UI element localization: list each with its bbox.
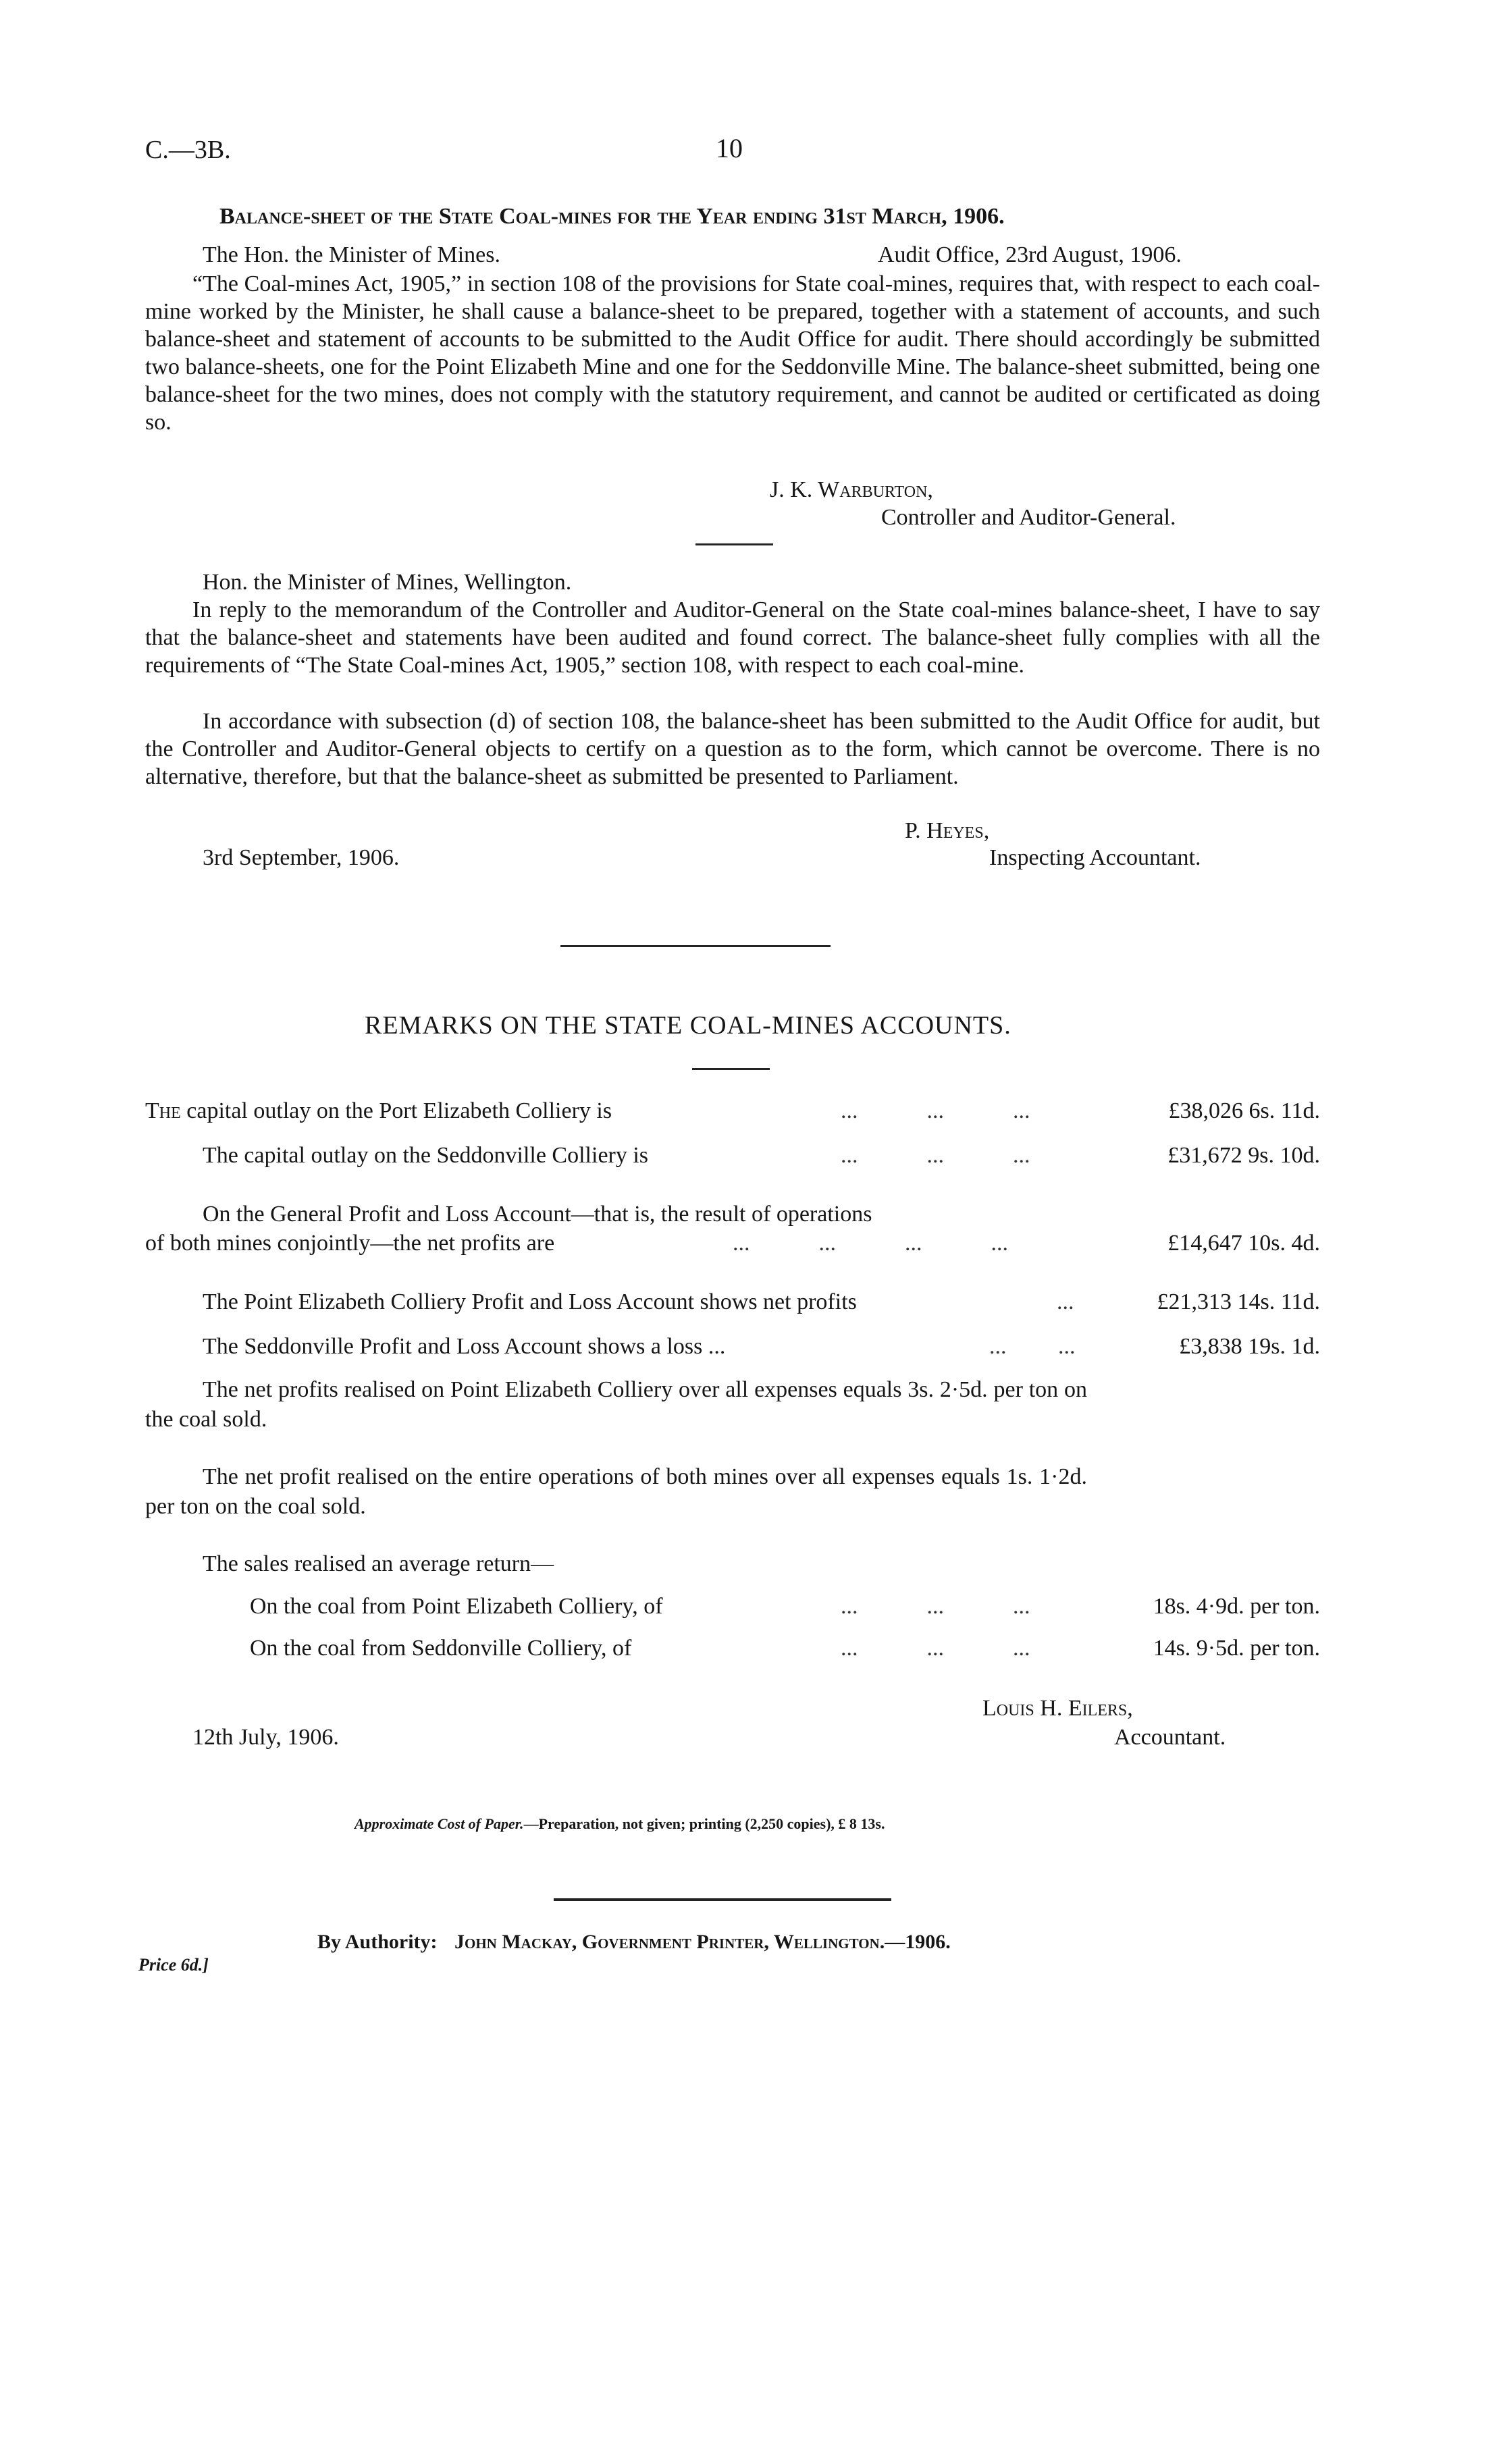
cost-text: —Preparation, not given; printing (2,250 copies), £ 8 13s. <box>523 1815 885 1832</box>
remarks-sales-seddonville <box>145 1634 1320 1663</box>
row-label: The capital outlay on the Seddonville Colliery is <box>203 1143 649 1168</box>
leader-dots: ... <box>1057 1289 1074 1314</box>
reply-signatory: P. Heyes, <box>905 818 990 843</box>
cost-label: Approximate Cost of Paper. <box>354 1815 524 1832</box>
row-label: On the coal from Point Elizabeth Colliery, of <box>250 1594 663 1619</box>
price: Price 6d.] <box>138 1955 209 1975</box>
divider-short-1 <box>695 543 773 545</box>
row-amount: £3,838 19s. 1d. <box>1179 1334 1320 1359</box>
row-amount: 14s. 9·5d. per ton. <box>1153 1636 1320 1661</box>
remarks-sales-intro: The sales realised an average return— <box>203 1551 554 1576</box>
page-number: 10 <box>716 133 743 163</box>
remarks-row-point-elizabeth-pl <box>145 1287 1320 1317</box>
balance-sheet-title: Balance-sheet of the State Coal-mines for the Year ending 31st March, 1906. <box>219 204 1005 229</box>
row-label: The Point Elizabeth Colliery Profit and Loss Account shows net profits <box>203 1289 857 1314</box>
divider-footer <box>554 1898 891 1901</box>
cost-of-paper <box>354 1815 885 1833</box>
row-label: The Seddonville Profit and Loss Account shows a loss ... <box>203 1334 726 1359</box>
memo-addressee: The Hon. the Minister of Mines. <box>203 242 500 267</box>
memo-body: “The Coal-mines Act, 1905,” in section 108 of the provisions for State coal-mines, requires that, with respect to each coal-mine worked by the Minister, he shall cause a balance-sheet to be prepared, together with a statement of accounts, and such balance-sheet and statement of accounts to be submitted to the Audit Office for audit. There should accordingly be submitted two balance-sheets, one for the Point Elizabeth Mine and one for the Seddonville Mine. The balance-sheet submitted, being one balance-sheet for the two mines, does not comply with the statutory requirement, and cannot be audited or certificated as doing so. <box>145 271 1320 435</box>
remarks-signatory-title: Accountant. <box>1114 1725 1226 1750</box>
remarks-net-entire: The net profit realised on the entire operations of both mines over all expenses equals 1s. 1·2d. per ton on the coal sold. <box>145 1464 1087 1519</box>
row-label: On the coal from Seddonville Colliery, of <box>250 1636 632 1661</box>
divider-short-2 <box>692 1068 770 1070</box>
remarks-row-general-pl <box>145 1229 1320 1258</box>
row-amount: £14,647 10s. 4d. <box>1167 1231 1320 1256</box>
leader-dots: ... ... ... <box>841 1098 1030 1123</box>
leader-dots: ... ... ... <box>841 1636 1030 1661</box>
remarks-net-point-elizabeth: The net profits realised on Point Elizabeth Colliery over all expenses equals 3s. 2·5d. per ton on the coal sold. <box>145 1377 1087 1432</box>
reply-para-2: In accordance with subsection (d) of section 108, the balance-sheet has been submitted to the Audit Office for audit, but the Controller and Auditor-General objects to certify on a question as to the form, which cannot be overcome. There is no alternative, therefore, but that the balance-sheet as submitted be presented to Parliament. <box>145 709 1320 789</box>
memo-signatory-title: Controller and Auditor-General. <box>881 505 1176 530</box>
row-amount: £21,313 14s. 11d. <box>1157 1289 1320 1314</box>
remarks-sales-point-elizabeth <box>145 1592 1320 1622</box>
remarks-row-seddonville-pl <box>145 1332 1320 1362</box>
authority-label: By Authority: <box>317 1931 438 1953</box>
reply-para-1: In reply to the memorandum of the Controller and Auditor-General on the State coal-mines balance-sheet, I have to say that the balance-sheet and statements have been audited and found correct. The balance-sheet fully complies with all the requirements of “The State Coal-mines Act, 1905,” section 108, with respect to each coal-mine. <box>145 597 1320 678</box>
row-amount: 18s. 4·9d. per ton. <box>1153 1594 1320 1619</box>
leader-dots: ... ... ... ... <box>733 1231 1008 1256</box>
reply-date: 3rd September, 1906. <box>203 845 400 870</box>
memo-place-date: Audit Office, 23rd August, 1906. <box>878 242 1182 267</box>
reply-signatory-title: Inspecting Accountant. <box>989 845 1201 870</box>
remarks-row-port-elizabeth-outlay <box>145 1096 1320 1126</box>
remarks-date: 12th July, 1906. <box>192 1725 339 1750</box>
row-amount: £31,672 9s. 10d. <box>1167 1143 1320 1168</box>
remarks-general-pl-line1: On the General Profit and Loss Account—that is, the result of operations <box>203 1202 872 1227</box>
page-reference: C.—3B. <box>145 136 231 164</box>
printer-authority <box>317 1929 951 1955</box>
leader-dots: ... ... ... <box>841 1594 1030 1619</box>
reply-addressee: Hon. the Minister of Mines, Wellington. <box>203 570 572 595</box>
row-label: The capital outlay on the Port Elizabeth Colliery is <box>145 1098 612 1123</box>
leader-dots: ... ... ... <box>841 1143 1030 1168</box>
row-label: of both mines conjointly—the net profits are <box>145 1231 555 1256</box>
divider-long-1 <box>560 945 831 947</box>
remarks-title: REMARKS ON THE STATE COAL-MINES ACCOUNTS. <box>365 1011 1011 1040</box>
remarks-signatory: Louis H. Eilers, <box>982 1696 1133 1721</box>
row-amount: £38,026 6s. 11d. <box>1168 1098 1320 1123</box>
leader-dots: ... ... <box>989 1334 1076 1359</box>
remarks-row-seddonville-outlay <box>145 1141 1320 1171</box>
authority-text: John Mackay, Government Printer, Wellington.—1906. <box>454 1931 951 1953</box>
memo-signatory: J. K. Warburton, <box>770 477 933 502</box>
